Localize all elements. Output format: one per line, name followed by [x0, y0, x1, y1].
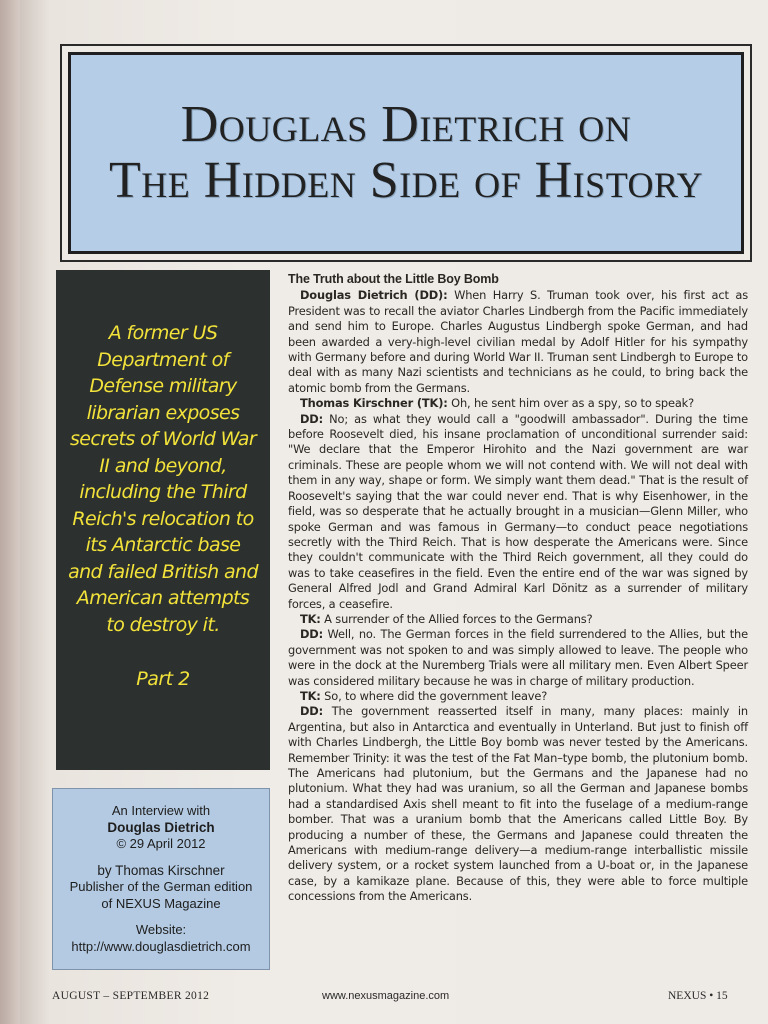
paragraph-6 — [288, 689, 748, 704]
pullquote-text: A former US Department of Defense military librarian exposes secrets of World War II and beyond, including the Third Reich's relocation to its Antarctic base and failed British and American attempts to destroy it. — [68, 322, 258, 636]
article-heading: The Truth about the Little Boy Bomb — [288, 272, 499, 286]
interview-label: An Interview with — [111, 803, 211, 818]
title-line-1: Douglas Dietrich on — [180, 95, 632, 153]
part-label: Part 2 — [136, 668, 190, 690]
interview-date: © 29 April 2012 — [116, 836, 206, 851]
speaker: TK: — [300, 688, 321, 703]
website-label: Website: — [135, 922, 187, 937]
paragraph-text: A surrender of the Allied forces to the Germans? — [320, 611, 593, 626]
title-line-2: The Hidden Side of History — [108, 152, 704, 209]
paragraph-4 — [288, 612, 748, 627]
paragraph-7 — [288, 704, 748, 904]
paragraph-text: So, to where did the government leave? — [320, 688, 548, 703]
footer-website[interactable]: www.nexusmagazine.com — [322, 990, 450, 1002]
paragraph-text: The government reasserted itself in many, many places: mainly in Argentina, but also in Antarctica and eventually in Unterland. But just to finish off with Charles Lindbergh, the Little Boy bomb was never tested by the Americans. Remember Trinity: it was the test of the Fat Man–type bomb, the plutonium bomb. The Americans had plutonium, but the Germans and the Japanese had no plutonium. What they had was uranium, so all the German and Japanese bombs had a standardised Axis shell meant to fit into the fuselage of a medium-range bomber. That was a uranium bomb that the Americans called Little Boy. By producing a number of these, the Germans and Japanese could threaten the Americans with medium-range delivery—a medium-range interballistic missile delivery system, or a rocket system launched from a U-boat or, in the Japanese case, by a kamikaze plane. Because of this, they were able to force multiple concessions from the Americans. — [288, 704, 748, 904]
paragraph-1 — [288, 288, 748, 396]
publisher-line-2: of NEXUS Magazine — [101, 895, 221, 911]
publisher-line-1: Publisher of the German edition — [69, 879, 253, 894]
website-link[interactable]: http://www.douglasdietrich.com — [71, 938, 251, 954]
article-body — [288, 272, 748, 905]
paragraph-text: Well, no. The German forces in the field surrendered to the Allies, but the government was not spoken to and was simply allowed to leave. The people who were in the dock at the Nuremberg Trials were all military men. Even Albert Speer was considered military because he was in charge of military production. — [288, 627, 748, 688]
interviewer-byline: by Thomas Kirschner — [97, 862, 225, 878]
interview-info-box — [52, 788, 270, 970]
speaker: DD: — [300, 704, 324, 719]
speaker: DD: — [300, 411, 324, 426]
title-banner — [68, 52, 744, 254]
page-spine — [0, 0, 20, 1024]
paragraph-text: When Harry S. Truman took over, his first act as President was to recall the aviator Charles Lindbergh from the Pacific immediately and send him to Europe. Charles Augustus Lindbergh spoke German, and had been awarded a very-high-level civilian medal by Adolf Hitler for his sympathy with Germany before and during World War II. Truman sent Lindbergh to Europe to deal with as many Nazi scientists and technicians as he could, to bring back the atomic bomb from the Germans. — [288, 288, 748, 395]
speaker: TK: — [300, 611, 321, 626]
paragraph-2 — [288, 396, 748, 411]
paragraph-text: Oh, he sent him over as a spy, so to speak? — [447, 396, 695, 411]
paragraph-text: No; as what they would call a "goodwill ambassador". During the time before Roosevelt died, his insane proclamation of unconditional surrender said: "We declare that the Emperor Hirohito and the Nazi government are war criminals. These are people whom we will not contend with. We will not deal with them in any way, shape or form. We simply want them dead." That is the result of Roosevelt's saying that the war could never end. That is why Eisenhower, in the field, was so desperate that he actually brought in a musician—Glenn Miller, who spoke German and was famous in Germany—to conduct peace negotiations secretly with the Third Reich. That is how desperate the Americans were. Since they couldn't communicate with the Third Reich government, all they could do was to take ceasefires in the field. Even the entire end of the war was signed by General Alfred Jodl and Grand Admiral Karl Dönitz as a surrender of military forces, a ceasefire. — [288, 411, 748, 611]
speaker: Thomas Kirschner (TK): — [300, 396, 448, 411]
page-number: NEXUS • 15 — [668, 990, 728, 1002]
paragraph-3 — [288, 412, 748, 612]
interviewee-name: Douglas Dietrich — [107, 819, 215, 835]
speaker: Douglas Dietrich (DD): — [300, 288, 448, 303]
title-box — [60, 44, 752, 262]
paragraph-5 — [288, 627, 748, 689]
issue-date: AUGUST – SEPTEMBER 2012 — [52, 990, 210, 1002]
pullquote-panel — [56, 270, 270, 770]
speaker: DD: — [300, 627, 324, 642]
